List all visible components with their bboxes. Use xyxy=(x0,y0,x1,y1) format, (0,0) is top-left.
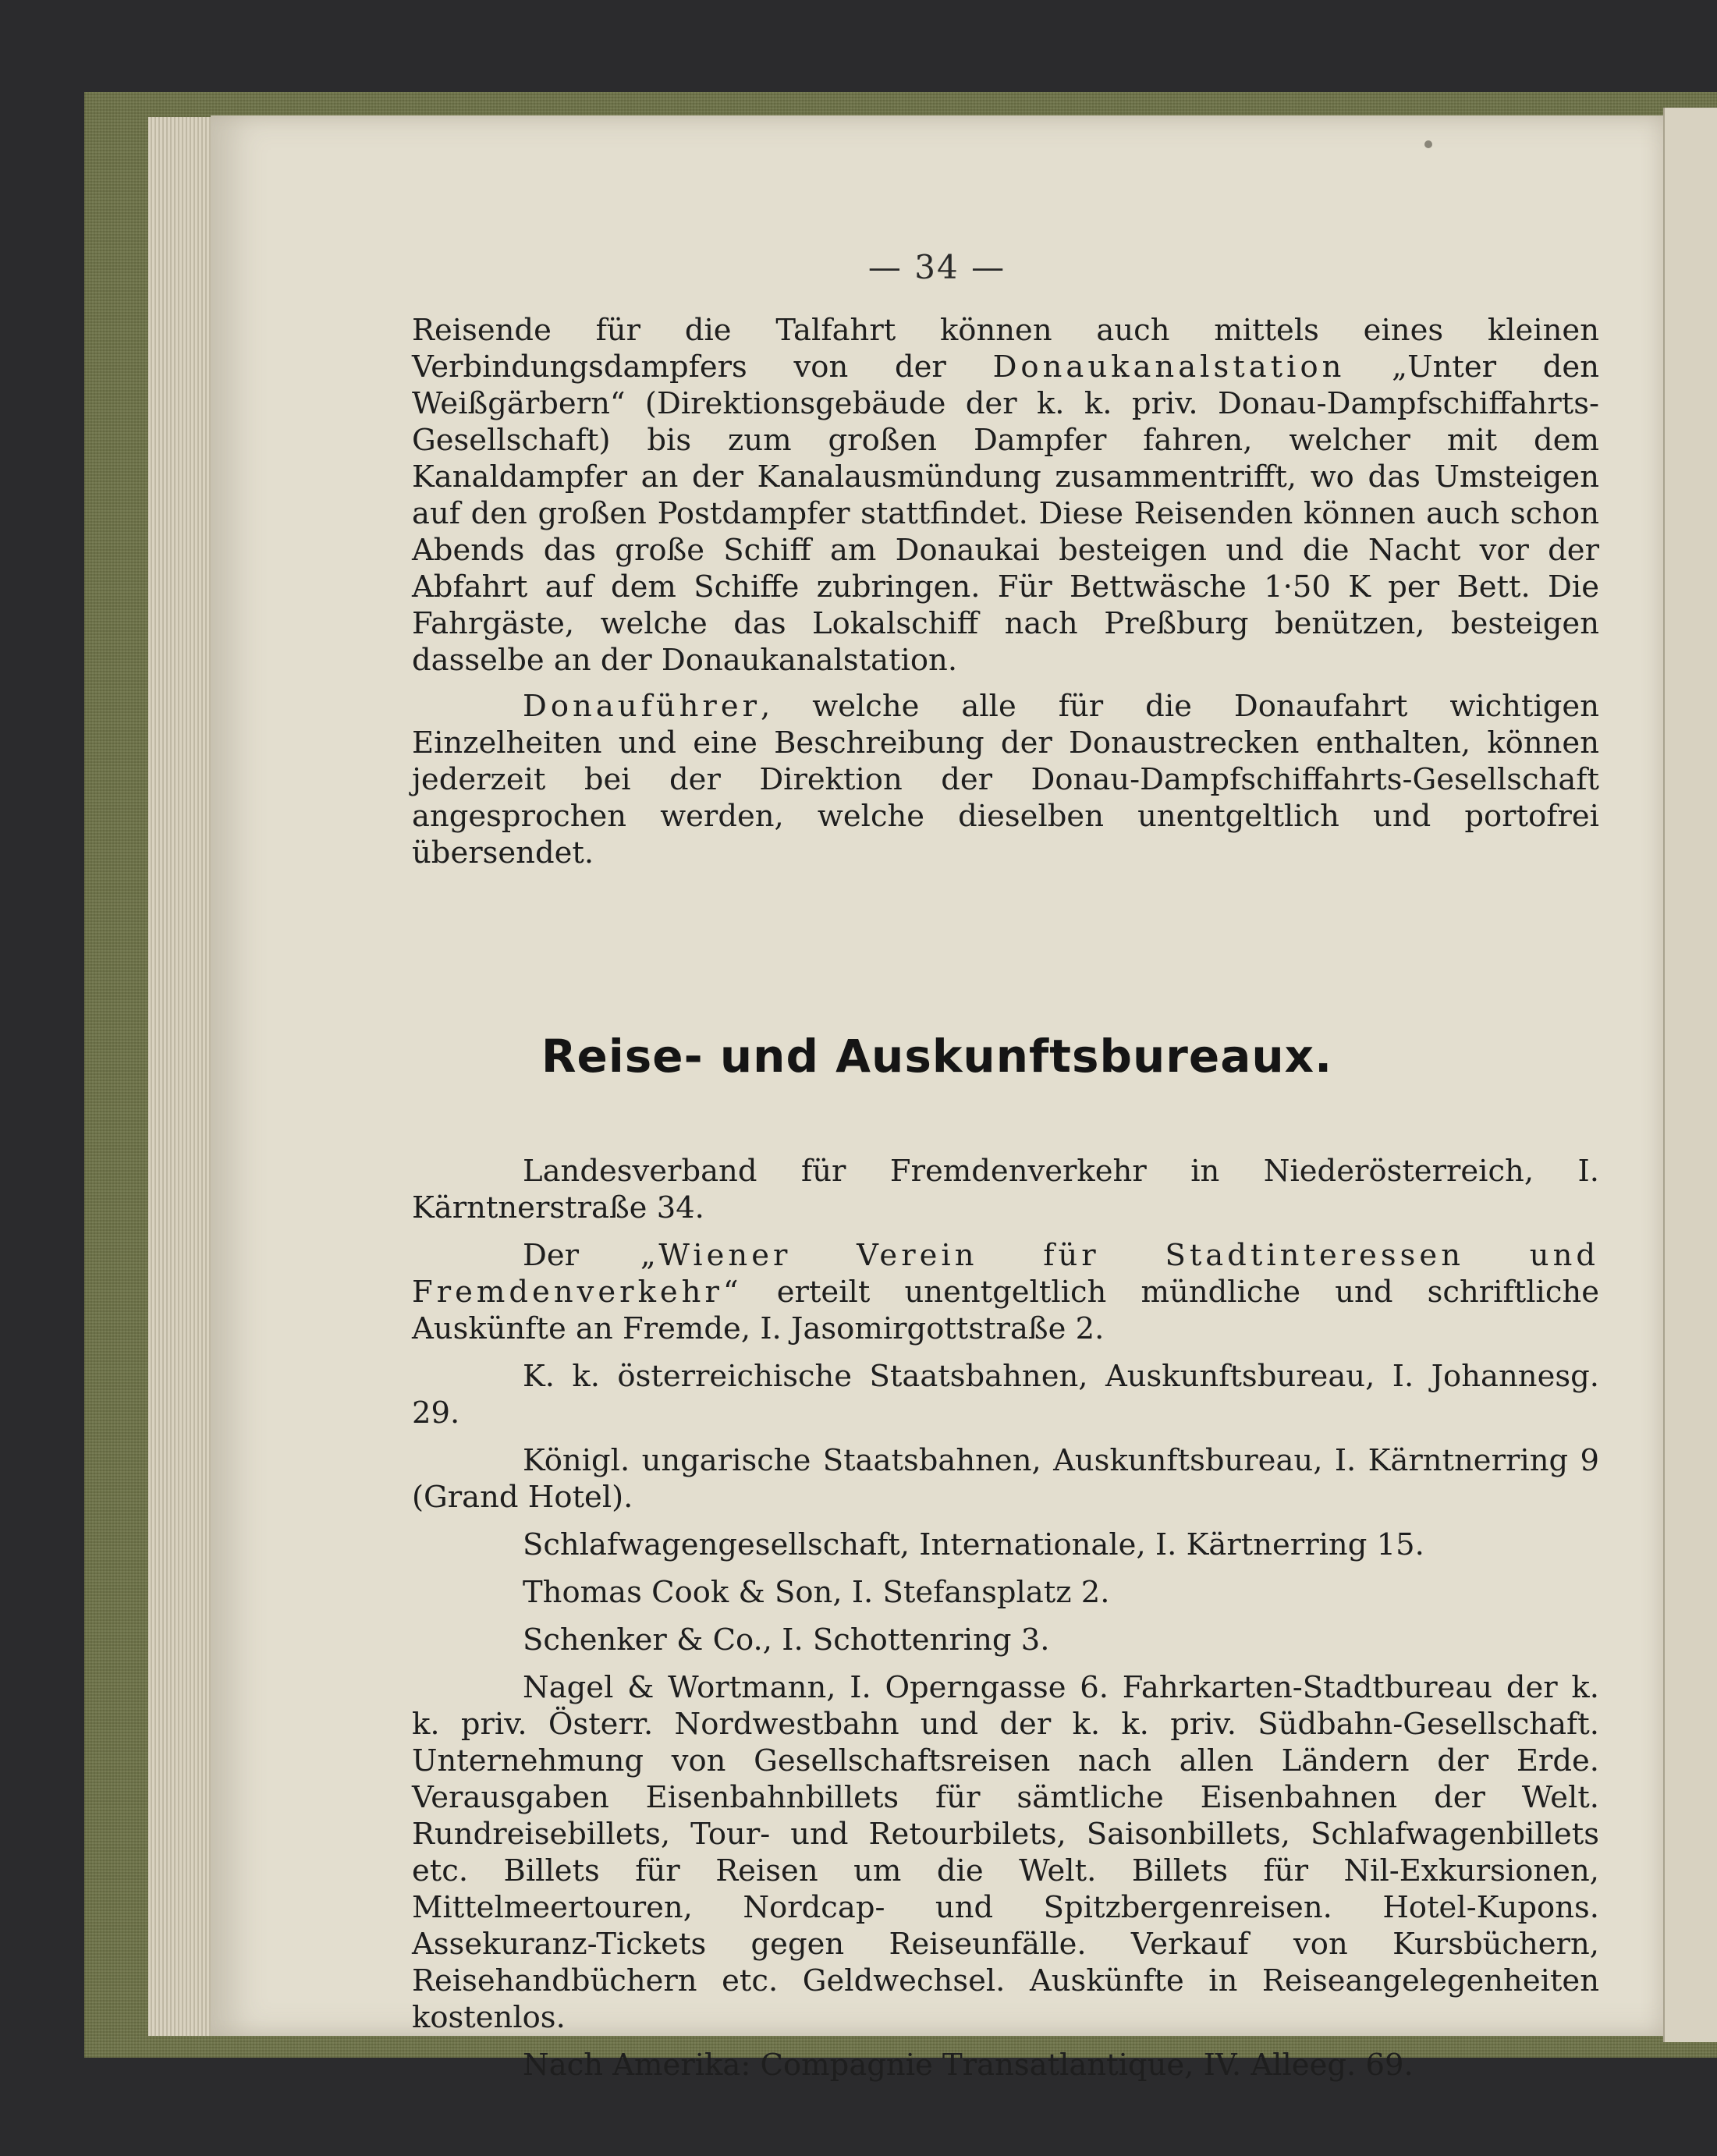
list-item xyxy=(412,2047,1599,2083)
book-page xyxy=(211,115,1663,2083)
page-edges xyxy=(148,117,218,2036)
next-page-edge xyxy=(1663,108,1717,2042)
list-item xyxy=(412,1153,1599,1226)
entry-text: Der xyxy=(523,1238,640,1273)
entry-text: K. k. österreichische Staatsbahnen, Auskunftsbureau, I. Johannesg. 29. xyxy=(412,1359,1599,1431)
paragraph-text: , welche alle für die Donaufahrt wichtigen Einzelheiten und eine Beschreibung der Donaustrecken enthalten, können jederzeit bei der Direktion der Donau-Dampfschiffahrts-Gesellschaft angesprochen werden, welche dieselben unentgeltlich und portofrei übersendet. xyxy=(412,689,1599,871)
intro-paragraph-2 xyxy=(412,688,1599,871)
list-item xyxy=(412,1574,1599,1611)
entry-text: Nach Amerika: Compagnie Transatlantique, IV. Alleeg. 69. xyxy=(523,2048,1414,2083)
entry-text: Thomas Cook & Son, I. Stefansplatz 2. xyxy=(523,1575,1110,1610)
list-item xyxy=(412,1669,1599,2036)
list-item xyxy=(412,1527,1599,1563)
intro-text xyxy=(412,312,1599,881)
emphasized-term: „Wiener Verein für Stadtinteressen und Fremdenverkehr“ xyxy=(412,1238,1600,1310)
list-item xyxy=(412,1622,1599,1658)
page-number: — 34 — xyxy=(867,248,1006,286)
paper-speck xyxy=(1424,140,1432,148)
paragraph-text: „Unter den Weißgärbern“ (Direktionsgebäude der k. k. priv. Donau-Dampfschiffahrts-Gesellschaft) bis zum großen Dampfer fahren, welcher mit dem Kanaldampfer an der Kanalausmündung zusammentrifft, wo das Umsteigen auf den großen Postdampfer stattfindet. Diese Reisenden können auch schon Abends das große Schiff am Donaukai besteigen und die Nacht vor der Abfahrt auf dem Schiffe zubringen. Für Bettwäsche 1·50 K per Bett. Die Fahrgäste, welche das Lokalschiff nach Preßburg benützen, besteigen dasselbe an der Donaukanalstation. xyxy=(412,349,1599,678)
bureau-list xyxy=(412,1153,1599,2094)
entry-text: Nagel & Wortmann, I. Operngasse 6. Fahrkarten-Stadtbureau der k. k. priv. Österr. Nordwestbahn und der k. k. priv. Südbahn-Gesellschaft. Unternehmung von Gesellschaftsreisen nach allen Ländern der Erde. Verausgaben Eisenbahnbillets für sämtliche Eisenbahnen der Welt. Rundreisebillets, Tour- und Retourbilets, Saisonbillets, Schlafwagenbillets etc. Billets für Reisen um die Welt. Billets für Nil-Exkursionen, Mittelmeertouren, Nordcap- und Spitzbergenreisen. Hotel-Kupons. Assekuranz-Tickets gegen Reiseunfälle. Verkauf von Kursbüchern, Reisehandbüchern etc. Geldwechsel. Auskünfte in Reiseangelegenheiten kostenlos. xyxy=(412,1670,1599,2035)
emphasized-term: Donaukanalstation xyxy=(992,349,1346,385)
section-heading: Reise- und Auskunftsbureaux. xyxy=(541,1030,1333,1083)
entry-text: erteilt unentgeltlich mündliche und schriftliche Auskünfte an Fremde, I. Jasomirgottstraße 2. xyxy=(412,1275,1599,1346)
list-item xyxy=(412,1358,1599,1431)
entry-text: Königl. ungarische Staatsbahnen, Auskunftsbureau, I. Kärntnerring 9 (Grand Hotel). xyxy=(412,1443,1599,1515)
emphasized-term: Donauführer xyxy=(523,689,761,724)
entry-text: Schlafwagengesellschaft, Internationale, I. Kärtnerring 15. xyxy=(523,1527,1424,1562)
list-item xyxy=(412,1237,1599,1347)
intro-paragraph-1 xyxy=(412,312,1599,679)
list-item xyxy=(412,1442,1599,1516)
paragraph-text: Reisende für die Talfahrt können auch mittels eines kleinen Verbindungsdampfers von der xyxy=(412,313,1599,385)
entry-text: Landesverband für Fremdenverkehr in Niederösterreich, I. Kärntnerstraße 34. xyxy=(412,1154,1599,1225)
entry-text: Schenker & Co., I. Schottenring 3. xyxy=(523,1622,1050,1658)
